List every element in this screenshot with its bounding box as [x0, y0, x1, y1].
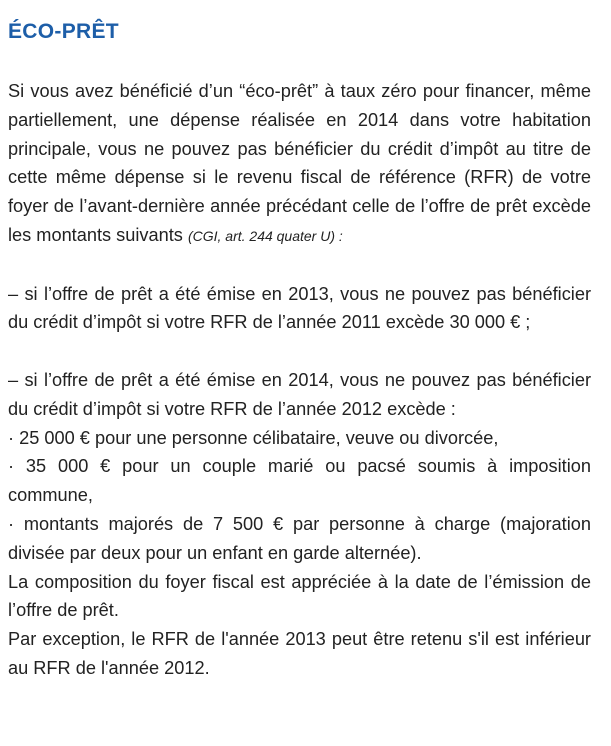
case-2013-paragraph: – si l’offre de prêt a été émise en 2013, vous ne pouvez pas bénéficier du crédit d’impôt si votre RFR de l’année 2011 excède 30 000 € ;: [8, 283, 591, 333]
paragraph-gap: [8, 251, 591, 280]
intro-text: Si vous avez bénéficié d’un “éco-prêt” à taux zéro pour financer, même partiellement, une dépense réalisée en 2014 dans votre habitation principale, vous ne pouvez pas bénéficier du crédit d’impôt au titre de cette même dépense si le revenu fiscal de référence (RFR) de votre foyer de l’avant-dernière année précédant celle de l’offre de prêt excède les montants suivants: [8, 81, 591, 245]
bullet-item: · montants majorés de 7 500 € par personne à charge (majoration divisée par deux pour un enfant en garde alternée).: [8, 513, 591, 563]
section-title: ÉCO-PRÊT: [8, 20, 119, 43]
bullet-item: · 25 000 € pour une personne célibataire, veuve ou divorcée,: [8, 427, 499, 448]
exception-paragraph: Par exception, le RFR de l'année 2013 peut être retenu s'il est inférieur au RFR de l'année 2012.: [8, 629, 591, 678]
intro-paragraph: [8, 77, 591, 251]
case-2014-paragraph: – si l’offre de prêt a été émise en 2014, vous ne pouvez pas bénéficier du crédit d’impôt si votre RFR de l’année 2012 excède :: [8, 369, 591, 419]
composition-paragraph: La composition du foyer fiscal est appréciée à la date de l’émission de l’offre de prêt.: [8, 571, 591, 621]
section-body: [8, 77, 591, 683]
paragraph-gap: [8, 337, 591, 366]
bullet-item: · 35 000 € pour un couple marié ou pacsé soumis à imposition commune,: [8, 456, 591, 506]
legal-citation: (CGI, art. 244 quater U) :: [187, 227, 343, 244]
